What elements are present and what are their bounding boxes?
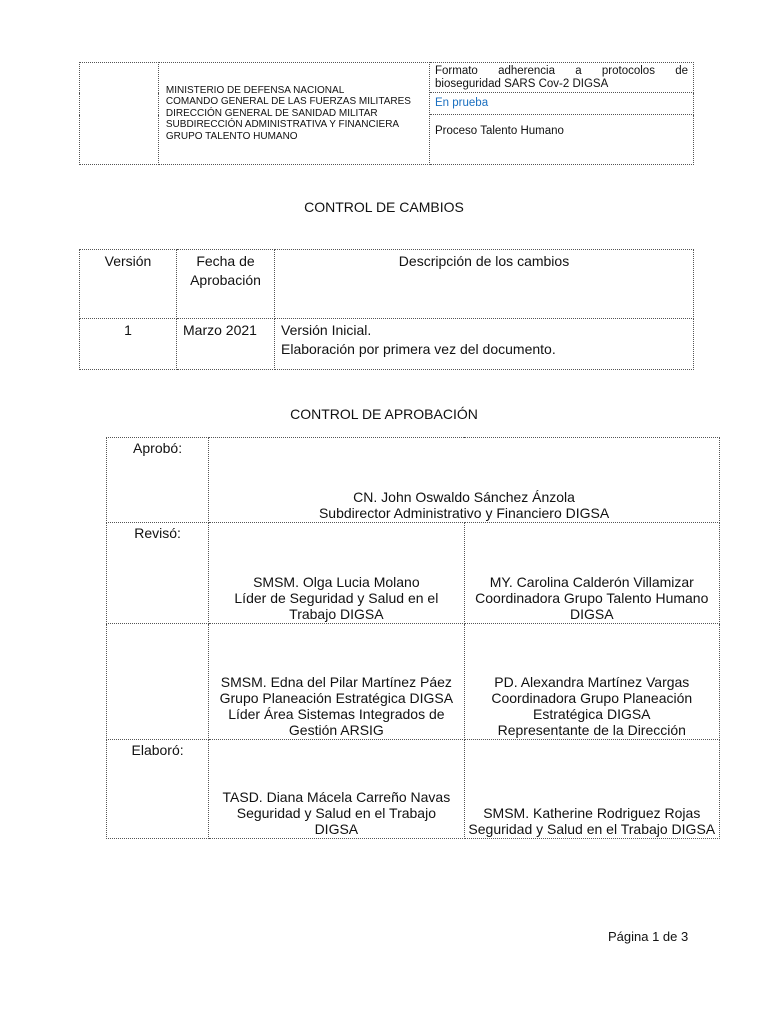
empty-role-cell: [107, 624, 209, 740]
logo-cell: [80, 63, 159, 165]
reviewed-row-2: [107, 624, 720, 740]
preparer-signature: [209, 740, 464, 839]
date-cell: Marzo 2021: [177, 319, 275, 370]
date-header-line: Fecha de: [196, 253, 255, 269]
reviewer-line: Representante de la Dirección: [497, 722, 686, 738]
reviewer-line: Gestión ARSIG: [288, 722, 384, 738]
reviewer-line: SMSM. Olga Lucia Molano: [253, 574, 420, 590]
format-title-line: bioseguridad SARS Cov-2 DIGSA: [435, 78, 609, 90]
reviewer-signature: [209, 523, 464, 624]
table-header-row: [80, 250, 694, 319]
preparer-line: DIGSA: [314, 821, 359, 837]
table-row: [80, 319, 694, 370]
reviewer-line: DIGSA: [569, 606, 614, 622]
format-title: [430, 63, 694, 93]
date-header-line: Aprobación: [190, 272, 261, 288]
approver-role: Subdirector Administrativo y Financiero DIGSA: [318, 505, 610, 521]
version-cell: 1: [80, 319, 177, 370]
prepared-label: Elaboró:: [107, 740, 209, 839]
status-label: En prueba: [430, 93, 694, 115]
organization-block: [158, 63, 429, 165]
preparer-signature: [464, 740, 719, 839]
preparer-line: TASD. Diana Mácela Carreño Navas: [222, 789, 451, 805]
date-header: [177, 250, 275, 319]
approved-row: [107, 438, 720, 523]
reviewer-line: Líder Área Sistemas Integrados de: [228, 706, 445, 722]
reviewer-line: MY. Carolina Calderón Villamizar: [489, 574, 694, 590]
reviewer-signature: [464, 624, 719, 740]
reviewed-row: [107, 523, 720, 624]
reviewer-line: Grupo Planeación Estratégica DIGSA: [219, 690, 454, 706]
approval-section-title: CONTROL DE APROBACIÓN: [290, 406, 478, 422]
reviewer-line: Líder de Seguridad y Salud en el: [234, 590, 439, 606]
reviewer-signature: [464, 523, 719, 624]
description-header: Descripción de los cambios: [275, 250, 694, 319]
process-label: Proceso Talento Humano: [430, 115, 694, 165]
description-line: Elaboración por primera vez del documento.: [281, 341, 556, 357]
org-line: SUBDIRECCIÓN ADMINISTRATIVA Y FINANCIERA: [165, 119, 400, 131]
description-cell: [275, 319, 694, 370]
org-line: GRUPO TALENTO HUMANO: [165, 130, 298, 142]
prepared-row: [107, 740, 720, 839]
approver-signature: [209, 438, 720, 523]
preparer-line: Seguridad y Salud en el Trabajo DIGSA: [468, 821, 716, 837]
org-line: MINISTERIO DE DEFENSA NACIONAL: [165, 84, 345, 96]
changes-section-title: CONTROL DE CAMBIOS: [304, 199, 464, 215]
reviewer-line: Coordinadora Grupo Planeación: [491, 690, 693, 706]
approver-name: CN. John Oswaldo Sánchez Ánzola: [353, 489, 575, 505]
reviewer-signature: [209, 624, 464, 740]
org-line: COMANDO GENERAL DE LAS FUERZAS MILITARES: [165, 96, 411, 108]
reviewer-line: PD. Alexandra Martínez Vargas: [494, 674, 690, 690]
version-header: Versión: [80, 250, 177, 319]
preparer-line: Seguridad y Salud en el Trabajo: [236, 805, 436, 821]
description-line: Versión Inicial.: [281, 322, 372, 338]
reviewed-label: Revisó:: [107, 523, 209, 624]
preparer-line: SMSM. Katherine Rodriguez Rojas: [483, 805, 701, 821]
page-number: Página 1 de 3: [608, 929, 689, 944]
changes-table: [79, 249, 694, 370]
org-line: DIRECCIÓN GENERAL DE SANIDAD MILITAR: [165, 107, 378, 119]
reviewer-line: Trabajo DIGSA: [289, 606, 384, 622]
reviewer-line: Estratégica DIGSA: [533, 706, 651, 722]
reviewer-line: Coordinadora Grupo Talento Humano: [475, 590, 709, 606]
approval-table: [106, 437, 720, 839]
approved-label: Aprobó:: [107, 438, 209, 523]
reviewer-line: SMSM. Edna del Pilar Martínez Páez: [220, 674, 452, 690]
document-header: [79, 62, 694, 165]
format-title-line: Formato adherencia a protocolos de: [435, 65, 688, 77]
